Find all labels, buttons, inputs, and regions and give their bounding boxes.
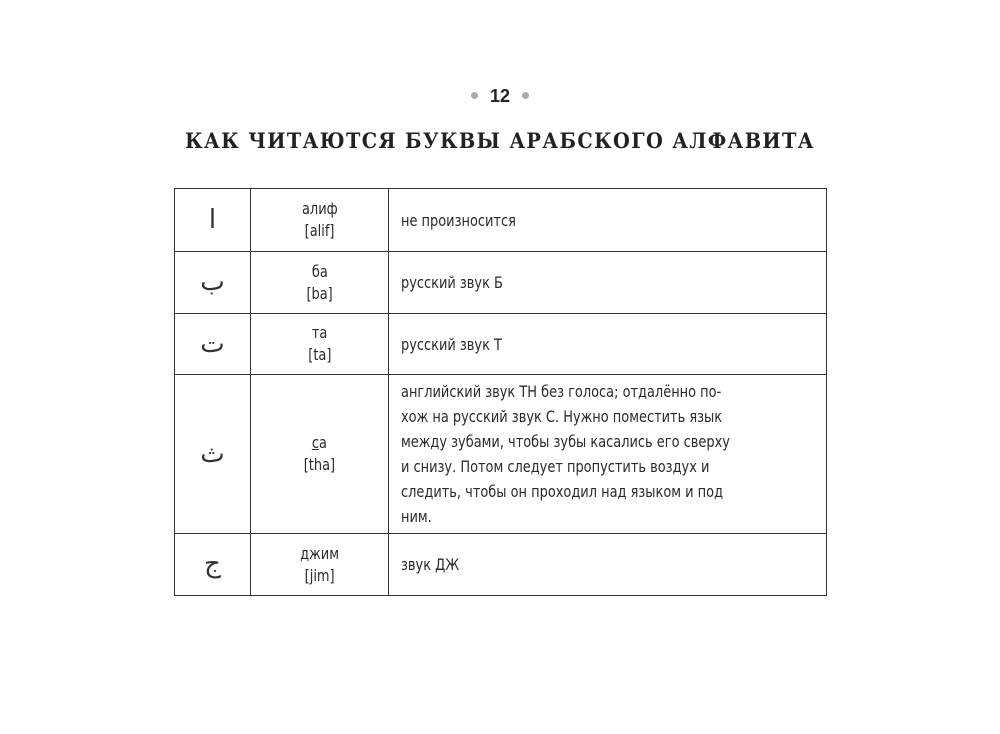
bullet-icon [522, 92, 529, 99]
pronunciation: русский звук Т [389, 314, 827, 375]
arabic-letter: ا [175, 189, 251, 252]
table-row [175, 534, 827, 596]
arabic-letter: ث [175, 375, 251, 534]
arabic-letter: ج [175, 534, 251, 596]
letter-name: ба [ba] [251, 252, 389, 314]
page-title: КАК ЧИТАЮТСЯ БУКВЫ АРАБСКОГО АЛФАВИТА [185, 128, 815, 153]
page-number: 12 [0, 86, 1000, 107]
bullet-icon [471, 92, 478, 99]
table-row [175, 189, 827, 252]
letter-name: джим [jim] [251, 534, 389, 596]
alphabet-table [174, 188, 827, 596]
pronunciation: звук ДЖ [389, 534, 827, 596]
table-row [175, 314, 827, 375]
letter-name: са [tha] [251, 375, 389, 534]
letter-name: алиф [alif] [251, 189, 389, 252]
arabic-letter: ب [175, 252, 251, 314]
letter-name: та [ta] [251, 314, 389, 375]
arabic-letter: ت [175, 314, 251, 375]
pronunciation: английский звук ТН без голоса; отдалённо по- хож на русский звук С. Нужно поместить язык между зубами, чтобы зубы касались его сверху и снизу. Потом следует пропустить воздух и следить, чтобы он проходил над языком и под ним. [389, 375, 827, 534]
pronunciation: русский звук Б [389, 252, 827, 314]
table-row [175, 375, 827, 534]
pronunciation: не произносится [389, 189, 827, 252]
table-row [175, 252, 827, 314]
